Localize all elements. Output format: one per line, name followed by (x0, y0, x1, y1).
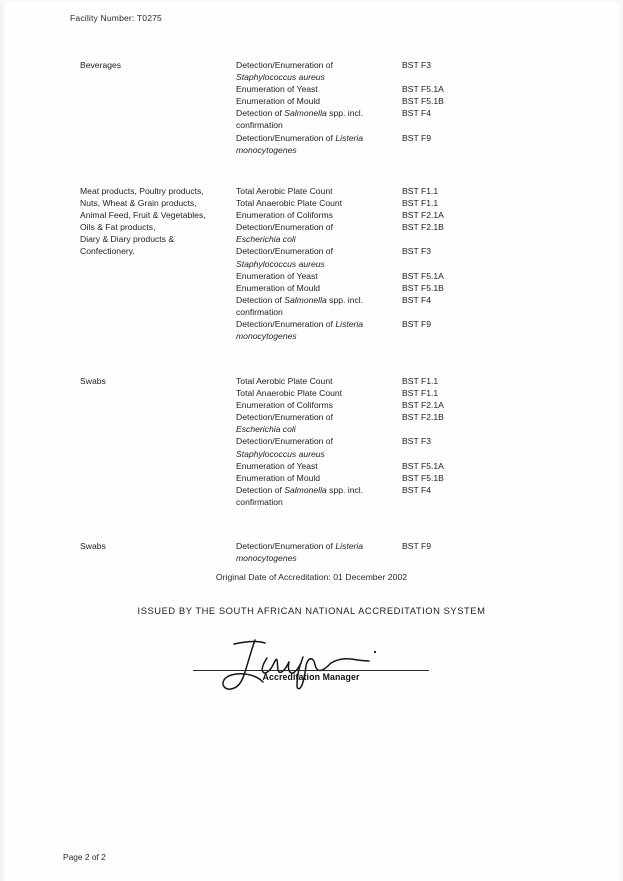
method-rows (236, 540, 536, 564)
table-row (236, 540, 536, 564)
description-line: Detection/Enumeration of (236, 60, 333, 70)
table-row (236, 132, 536, 156)
description-line: Detection of Salmonella spp. incl. (236, 108, 364, 119)
description-line: Detection/Enumeration of Listeria (236, 319, 364, 330)
method-description (236, 185, 402, 197)
description-line: Enumeration of Yeast (236, 460, 318, 471)
scope-category (80, 375, 232, 387)
signature-rule (193, 670, 429, 671)
scope-category (80, 59, 232, 71)
description-line: Enumeration of Yeast (236, 270, 318, 281)
method-description (236, 484, 402, 508)
method-code: BST F5.1A (402, 460, 444, 471)
scope-category-line: Beverages (80, 60, 122, 70)
scope-category-line: Meat products, Poultry products, (80, 186, 204, 196)
method-code: BST F5.1B (402, 472, 444, 483)
description-line: Detection/Enumeration of (236, 222, 333, 233)
method-description (236, 318, 402, 342)
table-row (236, 245, 536, 269)
method-description (236, 197, 402, 209)
description-line: Detection/Enumeration of (236, 246, 333, 257)
table-row (236, 209, 536, 221)
table-row (236, 107, 536, 131)
description-line: monocytogenes (236, 144, 297, 155)
table-row (236, 375, 536, 387)
method-rows (236, 375, 536, 508)
method-code: BST F3 (402, 60, 431, 70)
description-line: Detection/Enumeration of Listeria (236, 132, 364, 143)
method-code: BST F4 (402, 294, 431, 305)
signature-title: Accreditation Manager (262, 672, 360, 682)
method-code: BST F1.1 (402, 186, 439, 196)
table-row (236, 399, 536, 411)
method-code: BST F5.1A (402, 84, 444, 95)
table-row (236, 460, 536, 472)
original-accreditation-date: Original Date of Accreditation: 01 December 2002 (215, 572, 408, 582)
method-description (236, 209, 402, 221)
method-code: BST F3 (402, 436, 431, 447)
method-description (236, 460, 402, 472)
description-line: Staphylococcus aureus (236, 258, 325, 269)
facility-number: Facility Number: T0275 (70, 13, 162, 23)
table-row (236, 282, 536, 294)
scope-category-line: Oils & Fat products, (80, 222, 156, 233)
issued-by-statement: ISSUED BY THE SOUTH AFRICAN NATIONAL ACCREDITATION SYSTEM (137, 605, 486, 616)
table-row (236, 318, 536, 342)
table-row (236, 59, 536, 83)
description-line: Staphylococcus aureus (236, 72, 325, 83)
description-line: monocytogenes (236, 331, 297, 342)
scan-edge-top (0, 0, 623, 4)
description-line: confirmation (236, 120, 283, 131)
description-line: Enumeration of Mould (236, 472, 321, 483)
method-description (236, 221, 402, 245)
description-line: Total Aerobic Plate Count (236, 376, 333, 386)
method-code: BST F5.1B (402, 96, 444, 107)
description-line: Escherichia coli (236, 424, 296, 435)
description-line: Enumeration of Yeast (236, 84, 318, 95)
description-line: Total Anaerobic Plate Count (236, 388, 343, 399)
table-row (236, 270, 536, 282)
description-line: Staphylococcus aureus (236, 448, 325, 459)
method-description (236, 540, 402, 564)
method-description (236, 95, 402, 107)
signature-image (193, 635, 429, 693)
method-description (236, 107, 402, 131)
description-line: Total Aerobic Plate Count (236, 186, 333, 196)
table-row (236, 197, 536, 209)
table-row (236, 83, 536, 95)
scope-section (0, 185, 623, 342)
method-description (236, 282, 402, 294)
description-line: Detection/Enumeration of (236, 436, 333, 447)
method-description (236, 270, 402, 282)
table-row (236, 387, 536, 399)
method-rows (236, 59, 536, 156)
scope-category-line: Nuts, Wheat & Grain products, (80, 198, 197, 209)
description-line: Enumeration of Coliforms (236, 210, 333, 221)
method-code: BST F4 (402, 484, 431, 495)
description-line: Total Anaerobic Plate Count (236, 198, 343, 209)
method-description (236, 435, 402, 459)
scope-category-line: Swabs (80, 541, 106, 551)
scope-category-line: Swabs (80, 376, 106, 386)
table-row (236, 185, 536, 197)
method-code: BST F2.1A (402, 210, 444, 221)
method-code: BST F1.1 (402, 198, 439, 209)
table-row (236, 435, 536, 459)
scope-section (0, 375, 623, 508)
scope-section (0, 59, 623, 156)
method-code: BST F5.1A (402, 270, 444, 281)
scope-category-line: Confectionery. (80, 246, 135, 257)
method-code: BST F3 (402, 246, 431, 257)
method-description (236, 375, 402, 387)
description-line: Detection/Enumeration of (236, 412, 333, 423)
table-row (236, 95, 536, 107)
table-row (236, 484, 536, 508)
description-line: confirmation (236, 306, 283, 317)
method-description (236, 387, 402, 399)
method-description (236, 83, 402, 95)
description-line: monocytogenes (236, 553, 297, 564)
scope-category (80, 185, 232, 258)
description-line: Enumeration of Mould (236, 96, 321, 107)
table-row (236, 472, 536, 484)
method-code: BST F9 (402, 132, 431, 143)
method-description (236, 245, 402, 269)
description-line: confirmation (236, 496, 283, 507)
method-code: BST F2.1B (402, 412, 444, 423)
method-code: BST F2.1B (402, 222, 444, 233)
description-line: Escherichia coli (236, 234, 296, 245)
table-row (236, 411, 536, 435)
description-line: Detection/Enumeration of Listeria (236, 541, 364, 551)
table-row (236, 221, 536, 245)
scope-section (0, 540, 623, 564)
method-code: BST F9 (402, 541, 431, 551)
method-description (236, 132, 402, 156)
method-description (236, 59, 402, 83)
method-code: BST F1.1 (402, 376, 439, 386)
method-description (236, 294, 402, 318)
method-code: BST F5.1B (402, 282, 444, 293)
method-code: BST F4 (402, 108, 431, 119)
description-line: Enumeration of Mould (236, 282, 321, 293)
page-number: Page 2 of 2 (63, 852, 106, 862)
method-description (236, 399, 402, 411)
method-description (236, 472, 402, 484)
method-code: BST F1.1 (402, 388, 439, 399)
signature-block (193, 635, 429, 697)
method-code: BST F2.1A (402, 400, 444, 411)
method-rows (236, 185, 536, 342)
description-line: Enumeration of Coliforms (236, 400, 333, 411)
method-description (236, 411, 402, 435)
table-row (236, 294, 536, 318)
description-line: Detection of Salmonella spp. incl. (236, 484, 364, 495)
scope-category-line: Animal Feed, Fruit & Vegetables, (80, 210, 206, 221)
method-code: BST F9 (402, 319, 431, 330)
scope-category (80, 540, 232, 552)
description-line: Detection of Salmonella spp. incl. (236, 294, 364, 305)
scope-category-line: Diary & Diary products & (80, 234, 175, 245)
